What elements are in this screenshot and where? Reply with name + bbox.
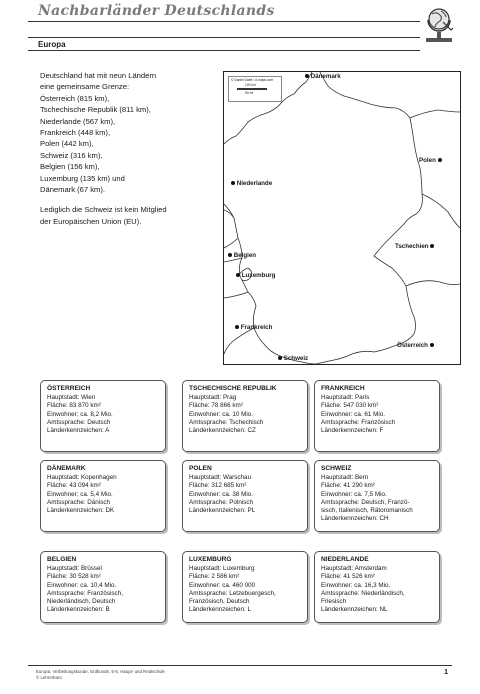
map-label-frankreich — [235, 324, 272, 331]
card-line: Fläche: 2 586 km² — [189, 573, 240, 581]
header-rule-top — [28, 21, 420, 22]
card-line: Einwohner: ca. 8,2 Mio. — [47, 410, 113, 418]
card-line: Hauptstadt: Prag — [189, 394, 237, 401]
map-legend — [228, 76, 282, 102]
intro-line: Frankreich (448 km), — [40, 128, 111, 138]
intro-line: Deutschland hat mit neun Ländern — [40, 71, 157, 80]
card-line: Fläche: 30 528 km² — [47, 573, 101, 581]
card-line: Niederländisch, Deutsch — [47, 598, 116, 606]
card-line: Amtssprache: Deutsch, Franzö- — [321, 498, 410, 506]
card-title: BELGIEN — [47, 556, 77, 563]
card-line: Einwohner: ca. 61 Mio. — [321, 410, 386, 418]
card-line: Länderkennzeichen: A — [47, 427, 110, 435]
card-title: NIEDERLANDE — [321, 556, 369, 563]
card-line: Einwohner: ca. 460 000 — [189, 581, 256, 589]
location-dot — [430, 244, 434, 248]
card-line: Amtssprache: Polnisch — [189, 498, 254, 506]
location-dot — [235, 325, 239, 329]
card-line: Amtssprache: Dänisch — [47, 498, 110, 506]
card-line: Hauptstadt: Luxemburg — [189, 565, 255, 572]
map-label-daenemark — [305, 73, 341, 80]
card-line: Einwohner: ca. 16,3 Mio. — [321, 581, 391, 589]
card-line: Einwohner: ca. 10 Mio. — [189, 410, 254, 418]
card-line: Einwohner: ca. 7,5 Mio. — [321, 490, 387, 498]
country-name: Österreich — [397, 342, 428, 349]
footer-rule — [28, 665, 452, 666]
country-card-daenemark — [40, 460, 166, 532]
location-dot — [231, 181, 235, 185]
card-line: Französisch, Deutsch — [189, 598, 250, 606]
intro-text — [40, 70, 210, 236]
intro-line: Belgien (156 km), — [40, 162, 100, 172]
card-line: Länderkennzeichen: PL — [189, 507, 256, 515]
location-dot — [278, 356, 282, 360]
card-line: Fläche: 312 685 km² — [189, 482, 247, 490]
card-line: Amtssprache: Französisch, — [47, 589, 123, 597]
country-name: Polen — [419, 157, 436, 164]
intro-line: Niederlande (567 km), — [40, 116, 116, 126]
card-line: Länderkennzeichen: CH — [321, 515, 389, 523]
card-line: Amtssprache: Französisch — [321, 418, 396, 426]
intro-paragraph-1 — [40, 70, 210, 195]
intro-line: eine gemeinsame Grenze: — [40, 82, 130, 92]
country-name: Frankreich — [240, 324, 273, 331]
card-line: Fläche: 83 870 km² — [47, 402, 101, 410]
map-label-schweiz — [278, 355, 308, 362]
country-name: Belgien — [233, 252, 257, 259]
card-line: Länderkennzeichen: CZ — [189, 427, 256, 435]
card-title: ÖSTERREICH — [47, 385, 91, 392]
card-line: Friesisch — [321, 598, 347, 606]
country-card-niederlande — [314, 551, 440, 623]
globe-icon — [423, 2, 455, 44]
map-credit: © Daniel Dalet / d-maps.com — [231, 78, 274, 82]
country-name: Dänemark — [310, 73, 341, 80]
card-line: Hauptstadt: Wien — [47, 394, 96, 401]
card-title: FRANKREICH — [321, 385, 365, 392]
card-line: Amtssprache: Letzebuergesch, — [189, 589, 276, 597]
page-subtitle: Europa — [38, 40, 66, 49]
map-label-niederlande — [231, 180, 272, 187]
card-line: Hauptstadt: Warschau — [189, 474, 252, 481]
intro-line: Luxemburg (135 km) und — [40, 173, 125, 183]
country-name: Tschechien — [395, 243, 429, 250]
footer-text — [36, 669, 165, 681]
card-line: Fläche: 43 094 km² — [47, 482, 101, 490]
card-line: Fläche: 41 290 km² — [321, 482, 375, 490]
country-name: Schweiz — [283, 355, 309, 362]
card-line: Länderkennzeichen: F — [321, 427, 384, 435]
card-line: Einwohner: ca. 38 Mio. — [189, 490, 254, 498]
country-name: Luxemburg — [241, 272, 276, 279]
country-card-frankreich — [314, 380, 440, 452]
map-border-lines — [224, 72, 460, 364]
footer-line: © Lehrerbüro — [36, 675, 62, 680]
country-card-schweiz — [314, 460, 440, 532]
intro-line: der Europäischen Union (EU). — [40, 216, 142, 226]
country-name: Niederlande — [236, 180, 273, 187]
intro-line: Dänemark (67 km). — [40, 185, 105, 195]
location-dot — [305, 74, 309, 78]
card-line: Hauptstadt: Kopenhagen — [47, 474, 117, 481]
intro-line: Österreich (815 km), — [40, 93, 110, 103]
map-label-polen — [419, 157, 442, 164]
intro-line: Tschechische Republik (811 km), — [40, 105, 151, 115]
intro-paragraph-2 — [40, 204, 210, 227]
country-card-belgien — [40, 551, 166, 623]
card-line: Hauptstadt: Amsterdam — [321, 565, 387, 572]
card-title: LUXEMBURG — [189, 556, 232, 563]
country-card-luxemburg — [182, 551, 308, 623]
card-line: Hauptstadt: Brüssel — [47, 565, 102, 572]
map-scale-mi: 50 mi — [245, 91, 254, 95]
card-title: SCHWEIZ — [321, 465, 352, 472]
country-card-tschechien — [182, 380, 308, 452]
card-line: Länderkennzeichen: B — [47, 606, 110, 614]
card-title: POLEN — [189, 465, 212, 472]
map-label-luxemburg — [236, 272, 275, 279]
card-line: Länderkennzeichen: L — [189, 606, 251, 614]
card-line: Amtssprache: Tschechisch — [189, 418, 264, 426]
card-line: Hauptstadt: Bern — [321, 474, 369, 481]
intro-line: Schweiz (316 km), — [40, 150, 103, 160]
map-label-belgien — [228, 252, 256, 259]
card-line: Einwohner: ca. 5,4 Mio. — [47, 490, 113, 498]
footer-line: Europa, Verbeitungskunde, Erdkunde, 5-6, Haupt- und Realschule — [36, 669, 165, 674]
map-scale-km: 100 km — [245, 83, 256, 87]
location-dot — [228, 253, 232, 257]
card-line: sisch, Italienisch, Rätoromanisch — [321, 507, 413, 515]
page-header — [28, 0, 452, 48]
header-rule-bottom — [28, 50, 420, 51]
location-dot — [236, 273, 240, 277]
country-card-polen — [182, 460, 308, 532]
card-line: Hauptstadt: Paris — [321, 394, 370, 401]
intro-line: Lediglich die Schweiz ist kein Mitglied — [40, 205, 167, 215]
card-line: Länderkennzeichen: DK — [47, 507, 115, 515]
card-title: DÄNEMARK — [47, 465, 86, 472]
card-line: Amtssprache: Deutsch — [47, 418, 111, 426]
germany-map — [223, 71, 461, 365]
map-label-tschechien — [395, 243, 434, 250]
card-line: Einwohner: ca. 10,4 Mio. — [47, 581, 117, 589]
card-line: Fläche: 78 866 km² — [189, 402, 243, 410]
map-label-oesterreich — [397, 342, 434, 349]
location-dot — [430, 343, 434, 347]
card-line: Fläche: 41 526 km² — [321, 573, 375, 581]
card-line: Länderkennzeichen: NL — [321, 606, 388, 614]
card-title: TSCHECHISCHE REPUBLIK — [189, 385, 277, 392]
country-card-oesterreich — [40, 380, 166, 452]
page-title: Nachbarländer Deutschlands — [38, 3, 275, 19]
page-number: 1 — [444, 669, 448, 676]
card-line: Fläche: 547 030 km² — [321, 402, 379, 410]
card-line: Amtssprache: Niederländisch, — [321, 589, 405, 597]
header-rule-middle — [28, 37, 420, 38]
intro-line: Polen (442 km), — [40, 139, 94, 149]
location-dot — [438, 158, 442, 162]
